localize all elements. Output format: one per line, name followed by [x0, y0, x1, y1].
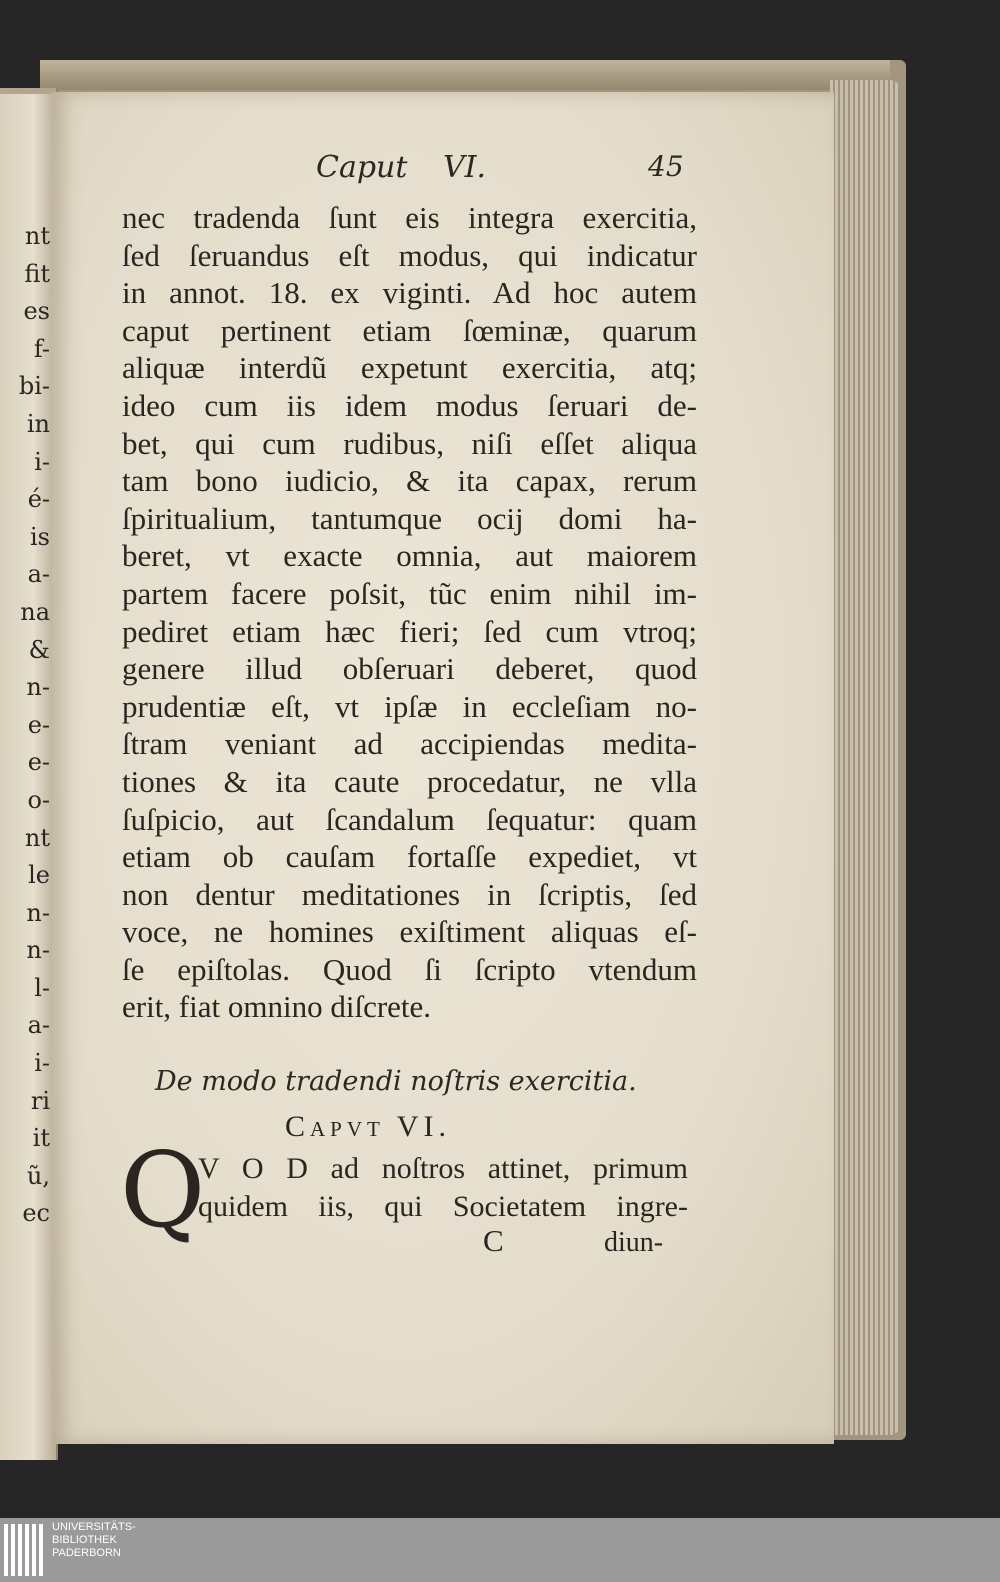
chapter-text — [198, 1150, 688, 1226]
left-fragment: e- — [27, 748, 50, 777]
text-line: nec tradenda ſunt eis integra exercitia, — [122, 200, 697, 235]
text-line: ſtram veniant ad accipiendas medita- — [122, 726, 697, 762]
left-fragment: na — [20, 597, 50, 626]
body-text — [122, 199, 697, 1026]
left-fragment: f- — [33, 334, 50, 363]
left-fragment: in — [26, 409, 50, 438]
left-fragment: nt — [24, 823, 50, 852]
text-line: pediret etiam hæc fieri; ſed cum vtroq; — [122, 613, 697, 649]
left-fragment: i- — [34, 1049, 50, 1078]
logo-line: PADERBORN — [52, 1547, 121, 1559]
left-fragment: a- — [27, 560, 50, 589]
text-line: ſpiritualium, tantumque ocij domi ha- — [122, 500, 697, 536]
left-fragment: ri — [30, 1086, 50, 1115]
left-facing-page — [0, 88, 58, 1460]
page-stack-edge — [830, 80, 900, 1435]
left-fragment: is — [30, 522, 50, 551]
left-fragment: i- — [34, 447, 50, 476]
left-fragment: nt — [24, 222, 50, 250]
left-fragment: ec — [22, 1199, 50, 1228]
left-fragment: a- — [27, 1011, 50, 1040]
left-fragment: ũ, — [26, 1161, 50, 1190]
text-line: etiam ob cauſam fortaſſe expediet, vt — [122, 839, 697, 875]
left-fragment: & — [28, 635, 50, 664]
logo-line: BIBLIOTHEK — [52, 1534, 117, 1546]
library-logo-text — [52, 1521, 136, 1560]
left-page-text — [0, 218, 54, 1233]
text-line: genere illud obſeruari deberet, quod — [122, 651, 697, 687]
text-line: ſed ſeruandus eſt modus, qui indicatur — [122, 237, 697, 273]
left-fragment: n- — [26, 936, 50, 965]
left-fragment: n- — [26, 673, 50, 702]
left-page-top-edge — [0, 88, 56, 94]
catchword: diun- — [604, 1227, 664, 1258]
text-line: ſe epiſtolas. Quod ſi ſcripto vtendum — [122, 951, 697, 987]
text-line: voce, ne homines exiſtiment aliquas eſ- — [122, 914, 697, 950]
left-fragment: n- — [26, 898, 50, 927]
text-line: ſuſpicio, aut ſcandalum ſequatur: quam — [122, 801, 697, 837]
chapter-heading: Capvt VI. — [285, 1110, 451, 1143]
text-line: erit, fiat omnino diſcrete. — [122, 989, 432, 1025]
logo-line: UNIVERSITÄTS- — [52, 1521, 136, 1533]
running-head-title: Caput VI. — [316, 150, 487, 185]
text-line: bet, qui cum rudibus, niſi eſſet aliqua — [122, 425, 697, 461]
text-line: tiones & ita caute procedatur, ne vlla — [122, 763, 697, 799]
text-line: aliquæ interdũ expetunt exercitia, atq; — [122, 350, 697, 386]
page-number: 45 — [648, 150, 684, 183]
left-fragment: l- — [34, 973, 50, 1002]
left-fragment: it — [32, 1124, 50, 1153]
text-line: V O D ad noſtros attinet, primum — [198, 1152, 688, 1185]
drop-cap-initial: Q — [120, 1129, 206, 1251]
text-line: quidem iis, qui Societatem ingre- — [198, 1190, 688, 1223]
left-fragment: é- — [27, 485, 50, 514]
footer-bar — [0, 1518, 1000, 1582]
library-logo-icon — [4, 1524, 46, 1576]
left-fragment: o- — [27, 785, 50, 814]
text-line: non dentur meditationes in ſcriptis, ſed — [122, 876, 697, 912]
running-head — [0, 150, 1000, 190]
text-line: prudentiæ eſt, vt ipſæ in eccleſiam no- — [122, 688, 697, 724]
text-line: partem facere poſsit, tũc enim nihil im- — [122, 575, 697, 611]
left-fragment: bi- — [18, 372, 50, 401]
text-line: caput pertinent etiam ſœminæ, quarum — [122, 312, 697, 348]
left-fragment: fit — [24, 259, 50, 288]
signature-mark: C — [483, 1223, 504, 1258]
text-line: in annot. 18. ex viginti. Ad hoc autem — [122, 275, 697, 311]
text-line: beret, vt exacte omnia, aut maiorem — [122, 538, 697, 574]
section-title: De modo tradendi noſtris exercitia. — [155, 1066, 637, 1097]
left-fragment: e- — [27, 710, 50, 739]
book-top-edge — [40, 60, 890, 90]
text-line: ideo cum iis idem modus ſeruari de- — [122, 387, 697, 423]
left-fragment: es — [23, 297, 50, 326]
text-line: tam bono iudicio, & ita capax, rerum — [122, 463, 697, 499]
left-fragment: le — [28, 861, 50, 890]
